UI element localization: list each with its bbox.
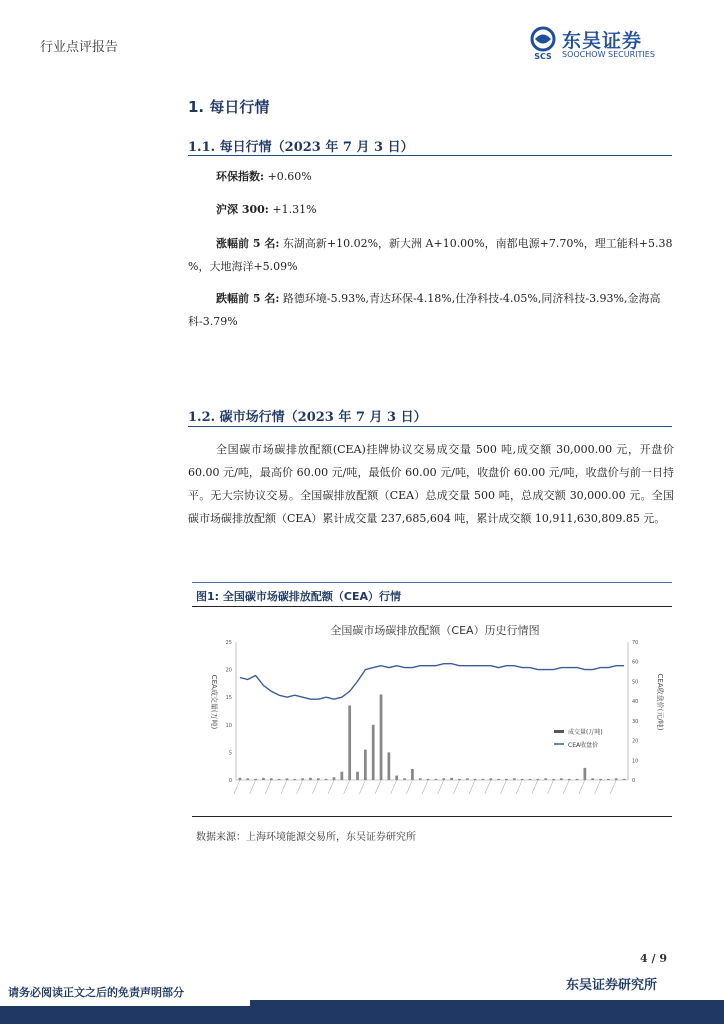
- soochow-logo: [528, 26, 688, 62]
- figure-top-rule: [192, 582, 672, 583]
- volume-bar: [286, 778, 289, 780]
- env-index-label: 环保指数:: [216, 170, 265, 183]
- volume-bar: [372, 725, 375, 780]
- x-tick-label: [548, 780, 554, 794]
- volume-bar: [254, 779, 257, 780]
- x-tick-label: [438, 780, 444, 794]
- volume-bar: [521, 779, 524, 780]
- volume-bar: [325, 779, 328, 780]
- left-tick-label: 0: [228, 778, 232, 784]
- x-tick-label: [516, 780, 522, 794]
- volume-bar: [458, 779, 461, 780]
- subsection-divider: [188, 155, 672, 156]
- volume-bar: [560, 778, 563, 780]
- right-tick-label: 10: [632, 758, 639, 765]
- volume-bar: [301, 778, 304, 780]
- volume-bar: [505, 779, 508, 780]
- x-tick-label: [359, 780, 365, 794]
- x-tick-label: [297, 780, 303, 794]
- figure-caption-rule: [192, 606, 672, 607]
- x-tick-label: [375, 780, 381, 794]
- scs-logo-icon: [528, 26, 558, 60]
- x-tick-label: [281, 780, 287, 794]
- volume-bar: [529, 779, 532, 780]
- logo-cn-text: 东吴证券: [562, 30, 643, 52]
- section-title: 1. 每日行情: [188, 98, 270, 116]
- volume-bar: [411, 769, 414, 780]
- volume-bar: [278, 779, 281, 780]
- volume-bar: [584, 768, 587, 780]
- losers-paragraph: [188, 287, 674, 333]
- figure-caption: 图1: 全国碳市场碳排放配额（CEA）行情: [196, 590, 401, 603]
- volume-bar: [395, 776, 398, 780]
- right-tick-label: 60: [632, 659, 639, 666]
- legend-swatch-volume: [554, 730, 564, 733]
- volume-bar: [419, 778, 422, 780]
- volume-bar: [317, 778, 320, 780]
- x-tick-label: [265, 780, 271, 794]
- footer-bar: [0, 1000, 724, 1024]
- x-tick-label: [328, 780, 334, 794]
- right-axis-label: CEA收盘价(元/吨): [656, 673, 664, 731]
- x-tick-label: [234, 780, 240, 794]
- volume-bar: [591, 778, 594, 780]
- hs300-label: 沪深 300:: [216, 203, 269, 216]
- losers-label: 跌幅前 5 名:: [216, 292, 280, 305]
- right-tick-label: 50: [632, 679, 639, 686]
- right-tick-label: 30: [632, 718, 639, 725]
- page-number: 4 / 9: [640, 952, 667, 965]
- volume-bar: [497, 779, 500, 780]
- volume-bar: [403, 778, 406, 780]
- left-tick-label: 5: [228, 750, 232, 757]
- right-tick-label: 70: [632, 640, 639, 646]
- volume-bar: [489, 778, 492, 780]
- gainers-label: 涨幅前 5 名:: [216, 237, 280, 250]
- cea-chart: [202, 612, 668, 810]
- footer-institute: 东吴证券研究所: [566, 978, 658, 993]
- x-tick-label: [485, 780, 491, 794]
- volume-bar: [333, 777, 336, 780]
- x-tick-label: [610, 780, 616, 794]
- gainers-paragraph: [188, 232, 674, 278]
- figure-bottom-rule: [192, 816, 672, 817]
- volume-bar: [380, 694, 383, 780]
- left-tick-label: 25: [225, 640, 232, 646]
- volume-bar: [356, 772, 359, 780]
- x-tick-label: [579, 780, 585, 794]
- chart-legend: [554, 728, 603, 749]
- volume-bar: [364, 750, 367, 780]
- volume-bar: [309, 778, 312, 780]
- volume-bar: [482, 779, 485, 780]
- volume-bar: [615, 778, 618, 780]
- x-tick-label: [422, 780, 428, 794]
- volume-bar: [442, 778, 445, 780]
- gainers-text: 东湖高新+10.02%，新大洲 A+10.00%，南都电源+7.70%，理工能科+5.38 %，大地海洋+5.09%: [188, 237, 673, 273]
- volume-bar: [474, 779, 477, 780]
- carbon-market-paragraph: 全国碳市场碳排放配额(CEA)挂牌协议交易成交量 500 吨,成交额 30,000.00 元，开盘价 60.00 元/吨，最高价 60.00 元/吨，最低价 60.00 元/吨，收盘价 60.00 元/吨，收盘价与前一日持平。无大宗协议交易。全国碳排放配额（CEA）总成交量 500 吨，总成交额 30,000.00 元。全国碳市场碳排放配额（CEA）累计成交量 237,685,604 吨，累计成交额 10,911,630,809.85 元。: [188, 443, 674, 525]
- left-tick-label: 20: [225, 667, 232, 674]
- volume-bar: [513, 778, 516, 780]
- right-tick-label: 40: [632, 699, 639, 706]
- x-tick-label: [595, 780, 601, 794]
- hs300-line: [216, 198, 702, 221]
- x-tick-label: [532, 780, 538, 794]
- x-tick-label: [406, 780, 412, 794]
- chart-title: 全国碳市场碳排放配额（CEA）历史行情图: [330, 624, 540, 637]
- volume-bar: [623, 779, 626, 780]
- legend-price: CEA收盘价: [568, 742, 599, 749]
- subsection-divider-2: [188, 426, 672, 427]
- volume-bar: [348, 705, 351, 780]
- data-source: 数据来源：上海环境能源交易所，东吴证券研究所: [196, 832, 416, 843]
- volume-bar: [427, 779, 430, 780]
- x-tick-label: [312, 780, 318, 794]
- volume-bar: [262, 778, 265, 780]
- volume-bar: [246, 778, 249, 780]
- volume-bar: [293, 779, 296, 780]
- x-tick-label: [563, 780, 569, 794]
- price-line: [240, 664, 624, 700]
- left-tick-label: 15: [225, 695, 232, 702]
- x-tick-label: [250, 780, 256, 794]
- volume-bar: [536, 779, 539, 780]
- env-index-value: +0.60%: [267, 170, 312, 183]
- right-tick-label: 20: [632, 738, 639, 745]
- volume-bar: [568, 779, 571, 780]
- x-tick-label: [500, 780, 506, 794]
- footer-disclaimer: 请务必阅读正文之后的免责声明部分: [8, 986, 184, 999]
- legend-volume: 成交量(万吨): [568, 729, 603, 736]
- logo-en-text: SOOCHOW SECURITIES: [562, 50, 655, 59]
- losers-text: 路德环境-5.93%,青达环保-4.18%,仕净科技-4.05%,同济科技-3.93%,金海高科-3.79%: [188, 292, 661, 328]
- left-tick-label: 10: [225, 722, 232, 729]
- volume-bar: [552, 779, 555, 780]
- volume-bar: [466, 778, 469, 780]
- x-tick-label: [469, 780, 475, 794]
- report-type-label: 行业点评报告: [40, 40, 119, 55]
- volume-bar: [270, 778, 273, 780]
- volume-bar: [239, 778, 242, 780]
- volume-bar: [607, 779, 610, 780]
- x-tick-label: [344, 780, 350, 794]
- plot-area: [226, 640, 639, 794]
- left-axis-label: CEA成交量(万吨): [210, 674, 218, 730]
- logo-mark-text: SCS: [534, 52, 552, 60]
- volume-bar: [450, 778, 453, 780]
- subsection-title-daily: 1.1. 每日行情（2023 年 7 月 3 日）: [188, 140, 414, 155]
- x-tick-label: [453, 780, 459, 794]
- volume-bar: [599, 779, 602, 780]
- volume-bar: [576, 779, 579, 780]
- x-tick-label: [391, 780, 397, 794]
- hs300-value: +1.31%: [272, 203, 317, 216]
- volume-bar: [435, 779, 438, 780]
- volume-bar: [388, 752, 391, 780]
- volume-bar: [544, 778, 547, 780]
- subsection-title-carbon: 1.2. 碳市场行情（2023 年 7 月 3 日）: [188, 410, 427, 425]
- env-index-line: [216, 165, 702, 188]
- volume-bar: [340, 772, 343, 780]
- right-tick-label: 0: [632, 778, 636, 784]
